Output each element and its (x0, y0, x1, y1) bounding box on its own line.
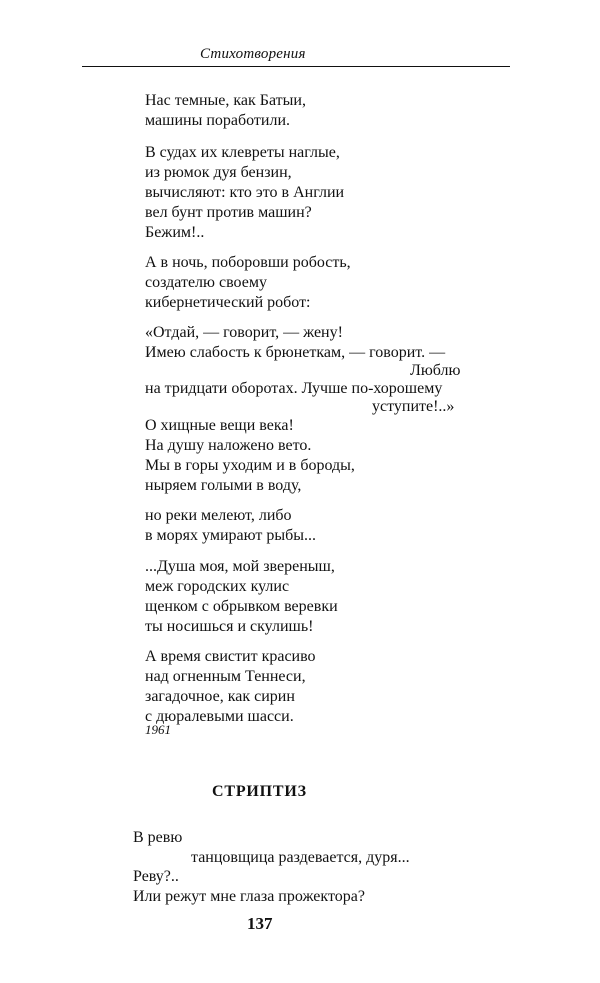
poem-line: А время свистит красиво (145, 648, 316, 665)
poem-line: Нас темные, как Батыи, (145, 92, 306, 109)
poem-line: вычисляют: кто это в Англии (145, 184, 345, 201)
poem-line: ныряем голыми в воду, (145, 477, 302, 494)
poem-line: в морях умирают рыбы... (145, 527, 316, 544)
poem-line: меж городских кулис (145, 578, 290, 595)
poem-line: кибернетический робот: (145, 294, 311, 311)
poem-line: Бежим!.. (145, 224, 205, 241)
running-head-title: Стихотворения (200, 46, 306, 62)
poem-line: ты носишься и скулишь! (145, 618, 314, 635)
poem-line: В ревю (133, 829, 183, 846)
poem-line: О хищные вещи века! (145, 417, 294, 434)
poem-line: с дюралевыми шасси. (145, 708, 294, 725)
poem-line: создателю своему (145, 274, 267, 291)
poem-line: на тридцати оборотах. Лучше по-хорошему (145, 380, 443, 397)
poem-line: Реву?.. (133, 868, 179, 885)
poem-line: В судах их клевреты наглые, (145, 144, 340, 161)
poem-line: из рюмок дуя бензин, (145, 164, 292, 181)
poem-line: А в ночь, поборовши робость, (145, 254, 351, 271)
poem-date: 1961 (145, 722, 171, 737)
poem-line: загадочное, как сирин (145, 688, 295, 705)
header-rule (82, 66, 510, 67)
poem-line: но реки мелеют, либо (145, 507, 292, 524)
poem-line: танцовщица раздевается, дуря... (191, 849, 410, 866)
poem-line: вел бунт против машин? (145, 204, 312, 221)
poem-line: уступите!..» (372, 398, 455, 415)
poem-line: щенком с обрывком веревки (145, 598, 338, 615)
poem-line: На душу наложено вето. (145, 437, 312, 454)
poem-line: Имею слабость к брюнеткам, — говорит. — (145, 344, 446, 361)
poem-title: СТРИПТИЗ (212, 783, 307, 800)
poem-line: машины поработили. (145, 112, 291, 129)
poem-line: над огненным Теннеси, (145, 668, 306, 685)
poem-line: ...Душа моя, мой звереныш, (145, 558, 335, 575)
page-number: 137 (247, 914, 273, 933)
poem-line: Или режут мне глаза прожектора? (133, 888, 365, 905)
poem-line: Люблю (410, 362, 461, 379)
poem-line: «Отдай, — говорит, — жену! (145, 324, 343, 341)
poem-line: Мы в горы уходим и в бороды, (145, 457, 355, 474)
